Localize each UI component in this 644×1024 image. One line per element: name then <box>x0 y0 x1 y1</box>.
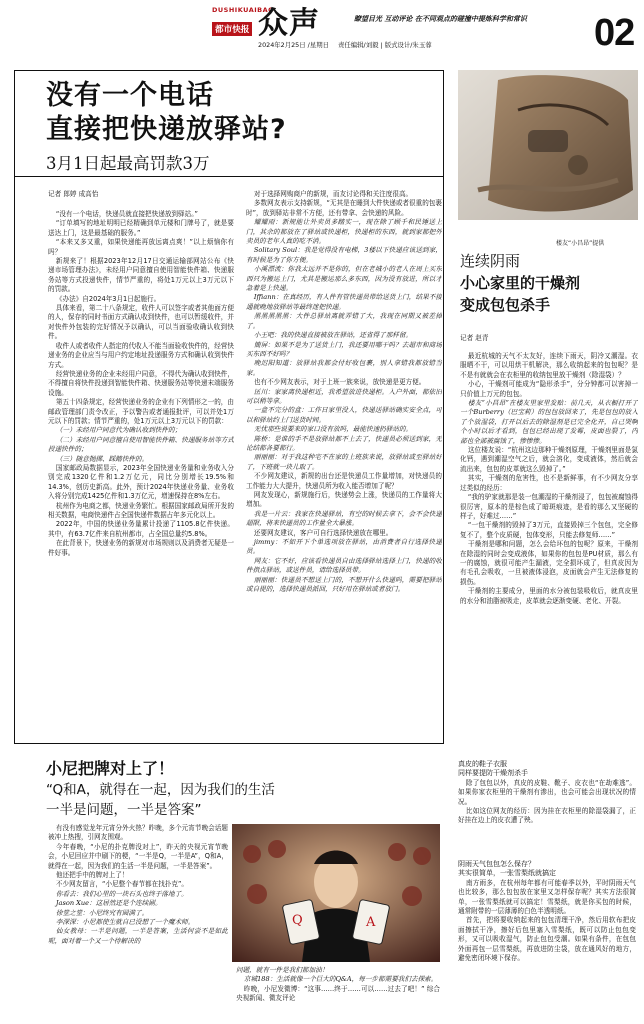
bottom-para: 昨晚，小尼发微博：“这事……终于……可以……过去了吧！” 综合央视新闻、微友评论 <box>236 984 440 1003</box>
bottom-para: 有没有感觉龙年元宵分外火热？昨晚，多个元宵节晚会话题被冲上热搜，引网友围观。 <box>48 824 228 842</box>
comment-para: 丽丽丽：对于我这种宅不在家的上班族来说，放驿站或至驿站好了，下班就一块儿取了。 <box>246 453 442 471</box>
side-para: 最近杭城的天气不太友好，连续下雨天，阴冷又潮湿。衣服晒不干，可以用烘干机解决，那么收纳起来的包包呢？是不是有就就会在衣柜里的收纳包里放干燥剂（除湿袋）？ <box>460 352 638 379</box>
lead-subhead: 3月1日起最高罚款3万 <box>46 154 210 173</box>
side-byline: 记者 赵青 <box>460 334 489 342</box>
bag-photo <box>458 70 638 220</box>
lead-para: 新规来了！根据2023年12月17日交通运输部网站公布《快递市场管理办法》，未经用户同意擅自使用智能快件箱、快递服务站等方式投递快件，情节严重的，将处1万元以上3万元以下的罚款。 <box>48 257 234 294</box>
photo-caption: 楼友“小昌昂”提供 <box>556 240 605 247</box>
lead-para: 网友发现心，新规施行后，快递势会上涨，快递员的工作量将大增加。 <box>246 491 442 509</box>
page-number: 02 <box>594 12 635 54</box>
comment-para: jimmy：不如开下个单选项放在驿站，由消费者自行选择快递员。 <box>246 538 442 556</box>
lead-para: 对于选择网购商户的新规，而友讨论得和关注度很高。 <box>253 190 413 198</box>
side-para: “我的驴家就那是装一包潮湿的干燥剂浸了，包包被腐蚀得很厉害，原本的是棕色成了暗斑痕迹，是看的那么又坚硬的样子，好难过……” <box>460 493 638 520</box>
bottom-continuation <box>236 966 440 1020</box>
lead-para: “本来又多又重，如果快递能再放远离点爽！”以上烦恼你有吗？ <box>48 238 234 256</box>
tips-heading-2: 同样要提防干燥剂杀手 <box>458 769 528 778</box>
lead-para: 《办法》自2024年3月1日起施行。 <box>55 294 161 303</box>
comment-para: 黑黑黑黑黑：大件总驿站离就弄错了大，我现在同期又被差掉了。 <box>246 312 442 330</box>
brand-en: DUSHIKUAIBAO <box>212 6 275 14</box>
lead-para: 国家邮政局数据显示，2023年全国快递业务量和业务收入分别完成1320亿件和1.2万亿元，同比分别增长19.5%和14.3%，创历史新高。此外，预计2024年快递业务量、业务收入将分别完成1425亿件和1.3万亿元，增速保持在8%左右。 <box>48 463 234 501</box>
bottom-subhead-2: 一半是问题，一半是答案” <box>46 802 202 818</box>
side-para: 干燥剂是哪和问题，怎么会给坏包的包呢？原来，干燥剂在除湿的同时会变成液体，如果你的包包是PU材质，那么有一的腐蚀，就很可能产生漏液，完全损坏成了，但真皮因为有毛孔会吸收，一旦被液体浸泡，皮面就会产生无法修复的损伤。 <box>460 540 638 586</box>
comment-para: Iffiann：在真经历，有人件有管快递员带给送货上门，结果不接通就晚地放驿站等最终迷把快递。 <box>246 293 442 311</box>
editors-line: 责任编辑/刘毅 | 版式设计/朱玉蓉 <box>338 41 432 49</box>
bottom-body <box>48 824 228 1020</box>
comment-para: 小溪漂流：你我太远并不是你的，但在老城小的老人在周上买东西只为搬运上门，尤其是搬运那么多东西，因为没有放进，所以才急着是上快递。 <box>246 265 442 293</box>
tips-para: 比如这位网友的经历：因为挂在衣柜里的除湿袋漏了，正好挂在边上的皮衣遭了殃。 <box>458 807 636 825</box>
bottom-para: 今年春晚，“小尼的扑克牌没对上”，昨天的央视元宵节晚会，小尼回应并中刷下的梗，“一半是Q，一半是A”，Q和A，就得在一起，因为我们的生活一半是问题，一半是答案”。 <box>48 842 228 870</box>
qa-para: 首先，把将要收纳起来的包包清理干净，然后用软布把皮面擦拭干净，擦好后包里塞入雪梨纸，既可以防止包包变形，又可以吸收湿气，防止包包受潮。如果有条件，在包包外面再包一层雪梨纸，再放进防尘袋，放在通风好的地方，避免密闭环境下保存。 <box>458 916 636 963</box>
date-line: 2024年2月25日 /星期日 <box>258 41 329 49</box>
comment-para: 陈桥：是谁的手不是放驿站都不上去了，快递员必须送到家，无论结都各要都行。 <box>246 434 442 452</box>
qa-para: 南方雨多，在杭州每年都有可能春季以外，平时阴雨天气也比较多，那么包包放在家里又怎样保存呢？其实方法很简单，一张雪梨纸就可以搞定！雪梨纸，就是你买包的时候，通常附带的一层薄薄的白色半透明纸。 <box>458 878 636 916</box>
lead-byline: 记者 郎婷 成高怡 <box>48 190 99 198</box>
qa-section <box>458 860 640 1020</box>
comment-para: 簡屏：如果不是为了送货上门，我还要用哪干吗？去超市和商场买东西不好吗？ <box>246 340 442 358</box>
side-article <box>458 250 640 750</box>
lead-headline-1: 没有一个电话 <box>46 80 214 111</box>
lead-para: 收件人或者收件人指定的代收人不能当面验收快件的，经营快递业务的企业应当与用户约定地址投递服务方式和确认收到快件方式。 <box>48 341 234 369</box>
bottom-para: 不少网友留言，“小尼整个春节都在找扑克”。 <box>55 880 189 889</box>
lead-para: 杭州作为电商之都，快递业务繁忙。根据国家邮政局所开发的相关数据，电商快递件占全国快递件数据占年多元化以上。 <box>48 501 234 519</box>
magician-photo <box>232 824 440 962</box>
bottom-comment: 京城188：生活就像一个巨大的Q&A，每一步都需要我们去探索。 <box>243 975 438 984</box>
comment-para: 耀耀雨：新规能让外卖员多踏实一，现在除了顾千和民锤送上门，其余的都放在了驿站或快递柜，快递柜的东西，就到家都把外卖员的老年人真的吃不消。 <box>246 218 442 246</box>
side-para: 小心，干燥剂可能成为“隐形杀手”，分分钟都可以害掉一只价值上万元的包包。 <box>460 380 638 398</box>
comment-para: 我是一片云：我家在快递驿站，有空的时候去拿下，会不会快递超限，将来快递员的工作量全大暴涨。 <box>246 509 442 528</box>
tips-section <box>458 760 640 856</box>
lead-para: 多数网友表示支持新规，“无其是在睡到大件快递或者很重的包裹时”，放到驿站非常不方便，还有带拿、会快递的风险。 <box>246 199 442 217</box>
bag-photo-illustration <box>458 70 638 220</box>
side-para: “一包干燥剂的毁掉了3万元，直接毁掉三个包包，完全修复不了，整个皮质硬，包体变形，只能去修复师……” <box>460 521 638 539</box>
lead-para: 也有不少网友表示，对于上班一族来说，放快递是更方便。 <box>253 378 426 387</box>
lead-para: 具体来看，第二十八条规定，收件人可以签字或者其他面方便的人，保存的同时书面方式确认收到快件，也可以暂缓收件，并对快件外包装的完好情况予以确认，可以当面验收确认收到快件。 <box>48 304 234 341</box>
comment-para: 晚迟阳知道：放驿站我都会付好收包裹，别人拿错我都放错当家。 <box>246 359 442 377</box>
side-body <box>460 352 638 754</box>
bottom-comment: 徐堂之堂：小尼终究有圆满了。 <box>55 908 149 917</box>
svg-text:Q: Q <box>292 913 303 928</box>
side-headline-2: 变成包包杀手 <box>460 296 551 314</box>
tips-para: 除了包包以外，真皮的皮鞋、靴子、皮衣也“在劫难逃”。如果你家衣柜里的干燥剂有渗出，也会可能会出现状况的情况。 <box>458 778 636 806</box>
tips-body <box>458 779 636 847</box>
lead-para: “没有一个电话，快递员就直接把快递放到驿站。” <box>55 210 198 218</box>
brand-logo: 都市快报 <box>212 22 252 36</box>
magician-photo-illustration <box>232 824 440 962</box>
bottom-comment: Jason Xue：这居然还是个连续剧。 <box>55 899 162 908</box>
bottom-subhead-1: “Q和A，就得在一起，因为我们的生活 <box>46 782 275 798</box>
side-para: 其实，干燥剂的危害性，也不是新鲜事，有不少网友分享过类似的经历： <box>460 474 638 492</box>
slogan: 瞭望目光 互动评论 在不同观点的碰撞中提炼科学和常识 <box>354 14 527 23</box>
qa-body <box>458 879 636 1015</box>
comment-para: 小王吧：我的快递直接被放在驿站，还省得了那样留。 <box>253 331 413 340</box>
comment-para: Solitary Soul：我是觉得没有电梯，3楼以下快递应该送到家，有时候是为了你方便。 <box>246 246 442 264</box>
lead-para: 经营快递业务的企业未经用户同意，不得代为确认收到快件，不得擅自将快件投递到智能快件箱、快递服务站等快递末端服务设施。 <box>48 369 234 397</box>
qa-heading-2: 其实很简单，一张雪梨纸就搞定 <box>458 869 556 878</box>
lead-para: 在此背景下，快递业务的新规对市场规则以及消费者无疑是一件好事。 <box>48 539 234 557</box>
lead-para: “订单填写的地址明明已经精确到单元楼和门牌号了，就是要送达上门，这是最基础的服务。” <box>48 219 234 237</box>
lead-para: 还要网友建议，客户可自行选择快递放在哪里。 <box>253 528 393 537</box>
masthead <box>0 0 644 66</box>
side-headline-1: 小心家里的干燥剂 <box>460 274 581 292</box>
lead-para: （三）随意抛掷、踩踏快件的。 <box>55 454 149 463</box>
lead-para: 第五十四条规定，经营快递业务的企业有下列情形之一的，由邮政管理部门责令改正，予以警告或者通报批评，可以并处1万元以下的罚款；情节严重的，处1万元以上3万元以下的罚款： <box>48 398 234 425</box>
comment-para: 网友：它不好，应该看快递员自由选择驿站选择上门，快递的收件指点驿站，或送件员，请给选择员带。 <box>246 556 442 575</box>
lead-para: 不少网友建议，新规的出台还是快递员工作量增加，对快递员的工作能力大大提升，快递员所为收入能否增加了呢？ <box>246 472 442 490</box>
qa-heading-1: 阴雨天气包包怎么保存？ <box>458 860 535 868</box>
bottom-comment: 李深深：小尼都使生就自已没想了一个魔术师。 <box>55 918 195 927</box>
lead-headline-2: 直接把快递放驿站? <box>46 114 287 145</box>
comment-para: 无忧那些说要来的家口没有放吗，最能快速扔驿站的。 <box>253 425 413 434</box>
comment-para: 丽丽丽：快递员不想送上门的，不想开什么快递吗，需要把驿站或自提的，选择快递员派回，只好用在驿站或者放门。 <box>246 575 442 594</box>
comment-para: 一盒不完分的盒：工作日家里没人，快递送驿站确实安全点，可以和驿站约上门送货时间。 <box>246 406 442 424</box>
lead-para: （一）未经用户同意代为确认收到快件的； <box>55 426 182 435</box>
bottom-article <box>14 752 446 1022</box>
bottom-headline: 小尼把牌对上了！ <box>46 759 175 778</box>
bottom-comment: 问题，就有一件是我们都加油！ <box>236 966 329 974</box>
side-para: 干燥剂的主要成分，里面的水分被包装吸收后，就真皮里的水分和油脂被吸走，皮革就会逐渐变硬、老化、开裂。 <box>460 587 638 605</box>
comment-para: 匡川：家家离快递柜近，我希望放进快递柜。入户外面，都依旧可以稍等拿。 <box>246 387 442 405</box>
section-title: 众声 <box>258 6 320 41</box>
lead-para: （二）未经用户同意擅自使用智能快件箱、快递服务站等方式投递快件的； <box>48 435 234 454</box>
lead-frame <box>14 70 444 744</box>
side-para: 楼友“小昌昂”在楼友里家里发贴：前几天，从衣橱打开了一个Burberry（巴宝莉）的包包放回来了，先是包包的放入了个放湿袋，打开以后去的除湿剂是已完全化开，自己哭啊个小时以后才看到，包包已经出现了发霉，皮面也裂了，内部也全部被腐蚀了，惨惨惨。 <box>460 399 638 445</box>
bottom-comment: 你看去：我们心里的一块石头也终于落地了。 <box>55 889 188 898</box>
bottom-comment: 仙女教母：一半是问题，一半是答案，生活何尝不是如此呢，面对着一个又一个待解决的 <box>48 927 228 945</box>
tips-heading-1: 真皮的鞋子衣服 <box>458 760 507 768</box>
svg-text:A: A <box>366 915 376 930</box>
side-para: 这位楼友说：“杭州这边那种干燥剂原理，干燥剂里面是氯化钙，遇到潮湿空气之后，就会溶化，变成液体，然后就会流出来，包包的皮革就这么毁掉了。” <box>460 446 638 473</box>
bottom-para: 他还把手中的牌对上了！ <box>55 871 129 880</box>
lead-para: 2022年，中国的快递业务量累计投递了1105.8亿件快递。其中，有63.7亿件来自杭州都市，占全国总量约5.8%。 <box>48 520 234 538</box>
side-kicker: 连续阴雨 <box>460 252 521 270</box>
